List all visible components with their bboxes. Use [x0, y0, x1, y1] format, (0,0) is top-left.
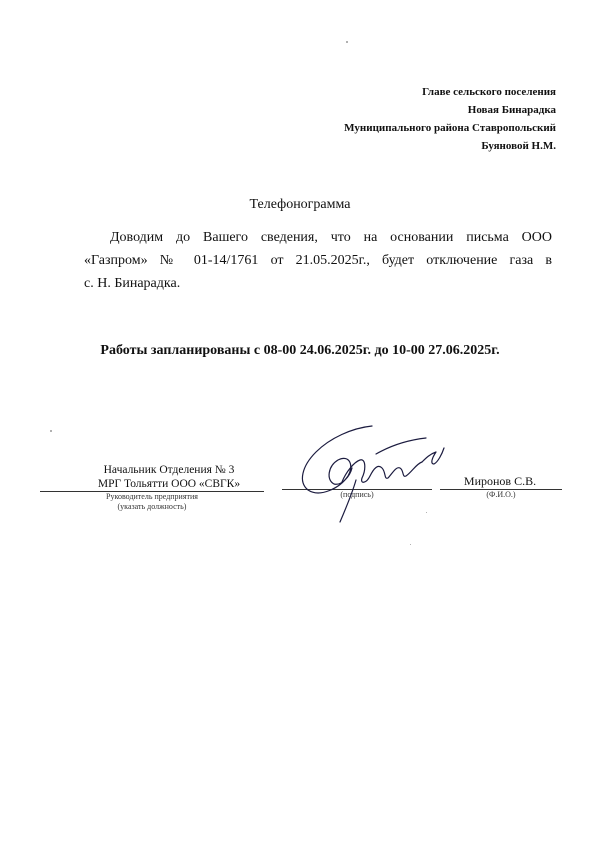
- message-line-2: «Газпром» № 01-14/1761 от 21.05.2025г., будет отключение газа в: [84, 253, 552, 268]
- addressee-line-1: Главе сельского поселения: [422, 86, 556, 98]
- position-caption-line-2: (указать должность): [117, 502, 187, 511]
- signature-caption: (подпись): [340, 490, 374, 499]
- message-line-1: Доводим до Вашего сведения, что на основании письма ООО: [110, 230, 552, 245]
- position-caption: [40, 492, 264, 512]
- signer-position-line-1: Начальник Отделения № 3: [103, 464, 235, 476]
- signer-name: Миронов С.В.: [463, 474, 537, 488]
- works-schedule: Работы запланированы с 08-00 24.06.2025г. до 10-00 27.06.2025г.: [100, 343, 500, 358]
- name-caption: (Ф.И.О.): [486, 490, 516, 499]
- scan-speck: [50, 430, 52, 432]
- addressee-line-3: Муниципального района Ставропольский: [344, 122, 556, 134]
- scan-speck: [346, 41, 348, 43]
- handwritten-signature: [290, 424, 460, 529]
- signer-position: [64, 463, 274, 491]
- signer-position-line-2: МРГ Тольятти ООО «СВГК»: [97, 478, 241, 490]
- scan-speck: [410, 544, 411, 545]
- scan-speck: [426, 512, 427, 513]
- message-line-3: с. Н. Бинарадка.: [84, 276, 181, 291]
- addressee-block: [344, 83, 556, 155]
- document-title: Телефонограмма: [249, 197, 351, 212]
- addressee-line-2: Новая Бинарадка: [467, 104, 556, 116]
- addressee-line-4: Буяновой Н.М.: [481, 140, 556, 152]
- message-body: [84, 226, 552, 295]
- position-caption-line-1: Руководитель предприятия: [106, 492, 198, 501]
